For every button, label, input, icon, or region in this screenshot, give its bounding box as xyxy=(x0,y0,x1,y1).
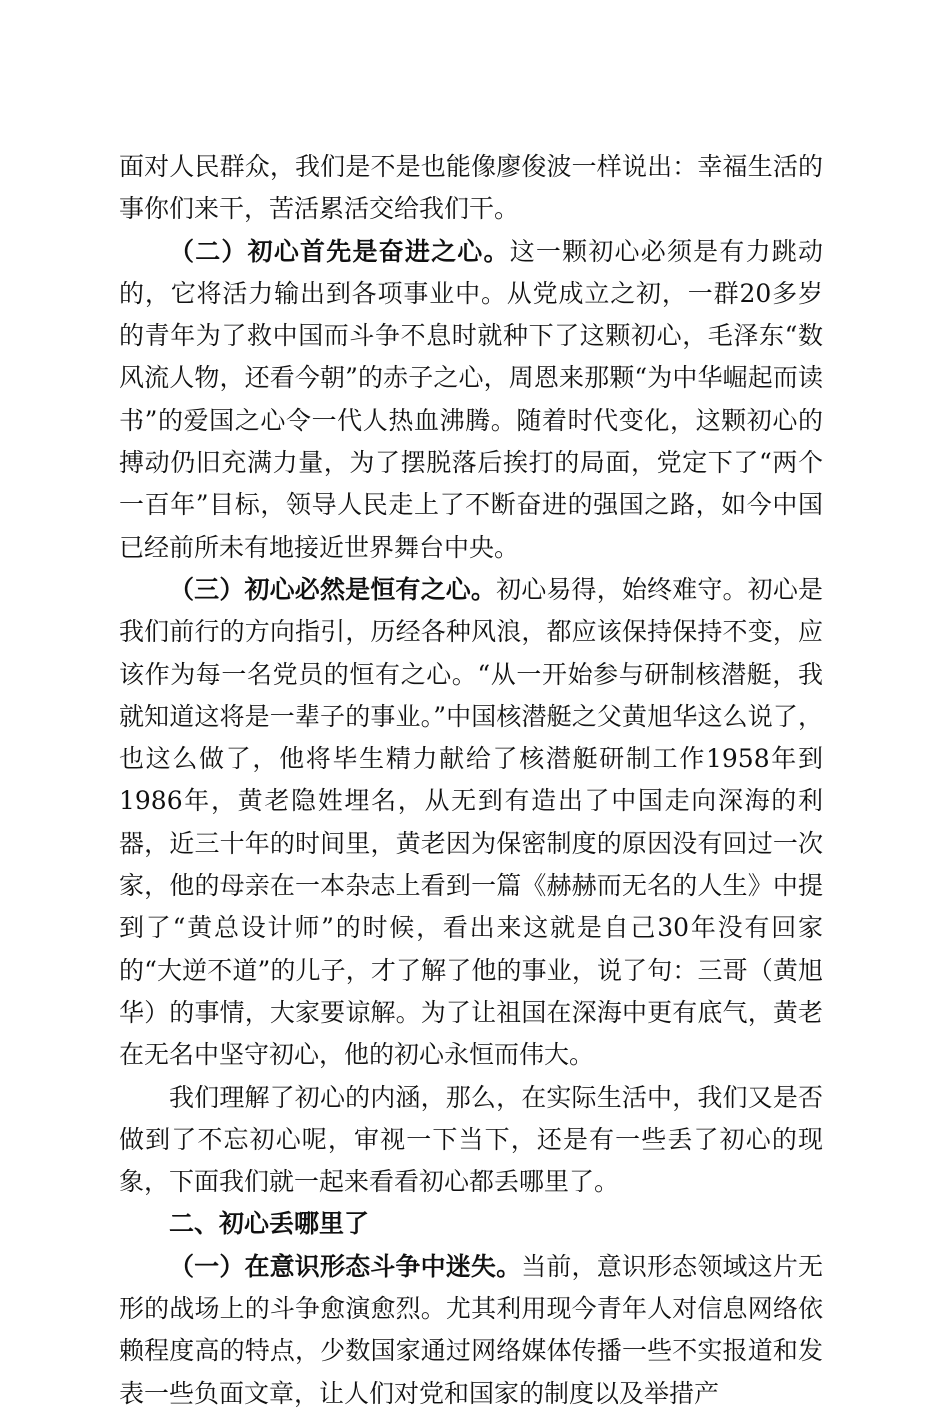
paragraph-text: 当前，意识形态领域这片无形的战场上的斗争愈演愈烈。尤其利用现今青年人对信息网络依赖程度高的特点，少数国家通过网络媒体传播一些不实报道和发表一些负面文章，让人们对党和国家的制度以及举措产 xyxy=(119,1251,823,1408)
document-body xyxy=(119,146,823,1415)
paragraph-lead: （一）在意识形态斗争中迷失。 xyxy=(169,1251,522,1281)
paragraph-lead: （二）初心首先是奋进之心。 xyxy=(169,236,510,266)
paragraph-section-3 xyxy=(119,569,823,1077)
paragraph-text: 面对人民群众，我们是不是也能像廖俊波一样说出：幸福生活的事你们来干，苦活累活交给我们干。 xyxy=(119,152,823,224)
paragraph-text: 我们理解了初心的内涵，那么，在实际生活中，我们又是否做到了不忘初心呢，审视一下当下，还是有一些丢了初心的现象，下面我们就一起来看看初心都丢哪里了。 xyxy=(119,1082,823,1197)
paragraph-lead: （三）初心必然是恒有之心。 xyxy=(169,574,497,604)
paragraph-transition xyxy=(119,1077,823,1204)
paragraph-continuation xyxy=(119,146,823,231)
paragraph-subsection-1 xyxy=(119,1246,823,1415)
paragraph-section-2 xyxy=(119,231,823,569)
paragraph-text: 初心易得，始终难守。初心是我们前行的方向指引，历经各种风浪，都应该保持保持不变，应该作为每一名党员的恒有之心。“从一开始参与研制核潜艇，我就知道这将是一辈子的事业。”中国核潜艇之父黄旭华这么说了，也这么做了，他将毕生精力献给了核潜艇研制工作1958年到1986年，黄老隐姓埋名，从无到有造出了中国走向深海的利器，近三十年的时间里，黄老因为保密制度的原因没有回过一次家，他的母亲在一本杂志上看到一篇《赫赫而无名的人生》中提到了“黄总设计师”的时候，看出来这就是自己30年没有回家的“大逆不道”的儿子，才了解了他的事业，说了句：三哥（黄旭华）的事情，大家要谅解。为了让祖国在深海中更有底气，黄老在无名中坚守初心，他的初心永恒而伟大。 xyxy=(119,574,823,1070)
section-heading: 二、初心丢哪里了 xyxy=(169,1209,370,1239)
paragraph-text: 这一颗初心必须是有力跳动的，它将活力输出到各项事业中。从党成立之初，一群20多岁的青年为了救中国而斗争不息时就种下了这颗初心，毛泽东“数风流人物，还看今朝”的赤子之心，周恩来那颗“为中华崛起而读书”的爱国之心令一代人热血沸腾。随着时代变化，这颗初心的搏动仍旧充满力量，为了摆脱落后挨打的局面，党定下了“两个一百年”目标，领导人民走上了不断奋进的强国之路，如今中国已经前所未有地接近世界舞台中央。 xyxy=(119,236,823,562)
